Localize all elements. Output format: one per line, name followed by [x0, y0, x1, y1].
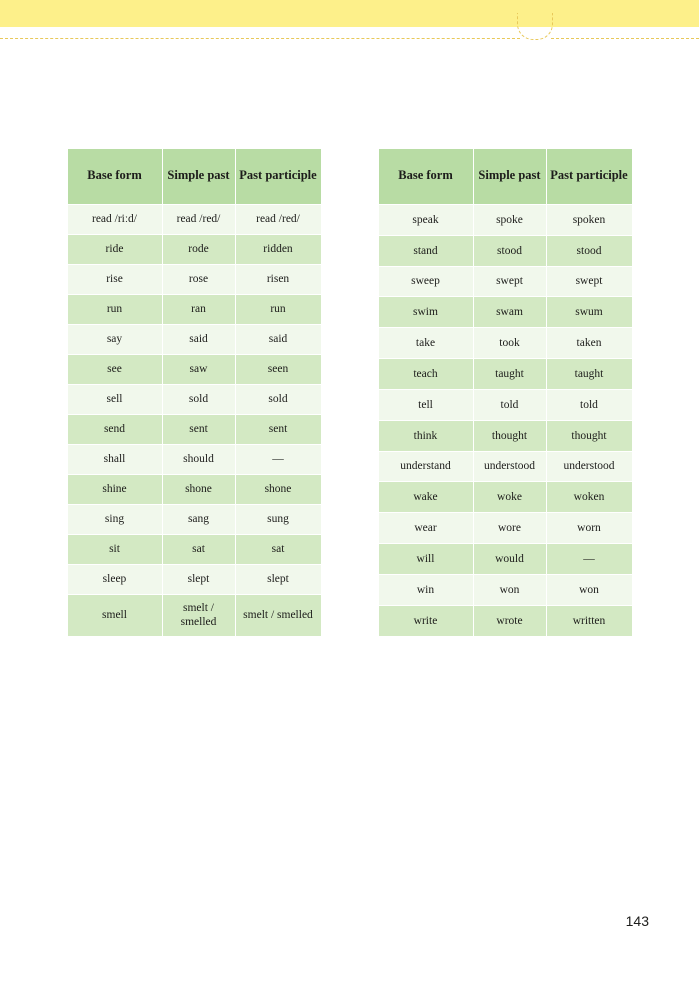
irregular-verbs-table-left: [67, 148, 322, 637]
cell-base-form: sweep: [378, 266, 473, 297]
cell-simple-past: slept: [162, 565, 235, 595]
cell-simple-past: said: [162, 325, 235, 355]
table-row: [67, 325, 321, 355]
table-row: [378, 359, 632, 390]
column-header-base-form: Base form: [67, 149, 162, 205]
table-row: [67, 505, 321, 535]
table-row: [67, 355, 321, 385]
cell-simple-past: ran: [162, 295, 235, 325]
cell-past-participle: thought: [546, 420, 632, 451]
table-row: [378, 482, 632, 513]
cell-past-participle: spoken: [546, 205, 632, 236]
cell-past-participle: run: [235, 295, 321, 325]
table-row: [67, 445, 321, 475]
cell-past-participle: worn: [546, 513, 632, 544]
cell-simple-past: should: [162, 445, 235, 475]
table-row: [67, 205, 321, 235]
cell-base-form: sell: [67, 385, 162, 415]
table-row: [67, 565, 321, 595]
cell-simple-past: shone: [162, 475, 235, 505]
cell-base-form: win: [378, 574, 473, 605]
cell-simple-past: saw: [162, 355, 235, 385]
table-row: [378, 451, 632, 482]
cell-base-form: think: [378, 420, 473, 451]
cell-base-form: read /riːd/: [67, 205, 162, 235]
cell-simple-past: won: [473, 574, 546, 605]
table-row: [378, 605, 632, 636]
table-row: [67, 535, 321, 565]
table-row: [67, 415, 321, 445]
cell-simple-past: read /red/: [162, 205, 235, 235]
band-notch-decoration: [517, 13, 553, 40]
table-row: [67, 295, 321, 325]
cell-base-form: see: [67, 355, 162, 385]
cell-base-form: stand: [378, 235, 473, 266]
cell-simple-past: sang: [162, 505, 235, 535]
cell-simple-past: would: [473, 544, 546, 575]
dashed-rule-left: [0, 38, 520, 39]
cell-simple-past: taught: [473, 359, 546, 390]
cell-base-form: tell: [378, 389, 473, 420]
table-row: [378, 513, 632, 544]
table-row: [378, 420, 632, 451]
cell-simple-past: woke: [473, 482, 546, 513]
cell-simple-past: sold: [162, 385, 235, 415]
cell-base-form: shine: [67, 475, 162, 505]
cell-simple-past: smelt / smelled: [162, 595, 235, 637]
table-header-row: [67, 149, 321, 205]
cell-base-form: write: [378, 605, 473, 636]
cell-simple-past: took: [473, 328, 546, 359]
table-row: [378, 205, 632, 236]
cell-base-form: sing: [67, 505, 162, 535]
top-decorative-band: [0, 0, 699, 27]
cell-base-form: shall: [67, 445, 162, 475]
cell-base-form: run: [67, 295, 162, 325]
cell-base-form: sit: [67, 535, 162, 565]
cell-base-form: take: [378, 328, 473, 359]
cell-simple-past: wrote: [473, 605, 546, 636]
cell-past-participle: stood: [546, 235, 632, 266]
cell-past-participle: written: [546, 605, 632, 636]
column-header-base-form: Base form: [378, 149, 473, 205]
cell-past-participle: sat: [235, 535, 321, 565]
cell-base-form: teach: [378, 359, 473, 390]
cell-simple-past: swept: [473, 266, 546, 297]
cell-base-form: rise: [67, 265, 162, 295]
column-header-simple-past: Simple past: [473, 149, 546, 205]
cell-base-form: wake: [378, 482, 473, 513]
cell-simple-past: sat: [162, 535, 235, 565]
cell-simple-past: thought: [473, 420, 546, 451]
table-row: [67, 475, 321, 505]
cell-simple-past: understood: [473, 451, 546, 482]
cell-past-participle: slept: [235, 565, 321, 595]
column-header-simple-past: Simple past: [162, 149, 235, 205]
irregular-verbs-table-right: [378, 148, 633, 637]
table-row: [67, 235, 321, 265]
table-row: [67, 265, 321, 295]
table-row: [378, 266, 632, 297]
column-header-past-participle: Past participle: [235, 149, 321, 205]
cell-past-participle: taken: [546, 328, 632, 359]
cell-past-participle: said: [235, 325, 321, 355]
cell-past-participle: shone: [235, 475, 321, 505]
cell-base-form: swim: [378, 297, 473, 328]
cell-base-form: will: [378, 544, 473, 575]
cell-base-form: send: [67, 415, 162, 445]
table-row: [378, 297, 632, 328]
cell-past-participle: smelt / smelled: [235, 595, 321, 637]
cell-past-participle: taught: [546, 359, 632, 390]
cell-past-participle: ridden: [235, 235, 321, 265]
dashed-rule-right: [551, 38, 699, 39]
cell-base-form: say: [67, 325, 162, 355]
cell-simple-past: rose: [162, 265, 235, 295]
column-header-past-participle: Past participle: [546, 149, 632, 205]
cell-simple-past: wore: [473, 513, 546, 544]
table-row: [378, 235, 632, 266]
cell-past-participle: —: [235, 445, 321, 475]
cell-past-participle: sent: [235, 415, 321, 445]
cell-base-form: understand: [378, 451, 473, 482]
cell-past-participle: seen: [235, 355, 321, 385]
cell-base-form: sleep: [67, 565, 162, 595]
verb-tables-container: [0, 148, 699, 637]
cell-simple-past: told: [473, 389, 546, 420]
cell-base-form: speak: [378, 205, 473, 236]
cell-past-participle: read /red/: [235, 205, 321, 235]
cell-past-participle: woken: [546, 482, 632, 513]
table-row: [67, 385, 321, 415]
cell-base-form: smell: [67, 595, 162, 637]
cell-base-form: ride: [67, 235, 162, 265]
table-row: [378, 544, 632, 575]
cell-simple-past: rode: [162, 235, 235, 265]
page-number: 143: [625, 913, 649, 929]
cell-past-participle: swept: [546, 266, 632, 297]
cell-simple-past: swam: [473, 297, 546, 328]
cell-past-participle: sold: [235, 385, 321, 415]
cell-past-participle: sung: [235, 505, 321, 535]
cell-past-participle: understood: [546, 451, 632, 482]
cell-past-participle: —: [546, 544, 632, 575]
cell-past-participle: swum: [546, 297, 632, 328]
table-header-row: [378, 149, 632, 205]
cell-past-participle: won: [546, 574, 632, 605]
cell-simple-past: spoke: [473, 205, 546, 236]
table-row: [378, 574, 632, 605]
cell-base-form: wear: [378, 513, 473, 544]
table-row: [378, 389, 632, 420]
table-row: [378, 328, 632, 359]
table-row: [67, 595, 321, 637]
cell-past-participle: told: [546, 389, 632, 420]
cell-past-participle: risen: [235, 265, 321, 295]
cell-simple-past: sent: [162, 415, 235, 445]
cell-simple-past: stood: [473, 235, 546, 266]
